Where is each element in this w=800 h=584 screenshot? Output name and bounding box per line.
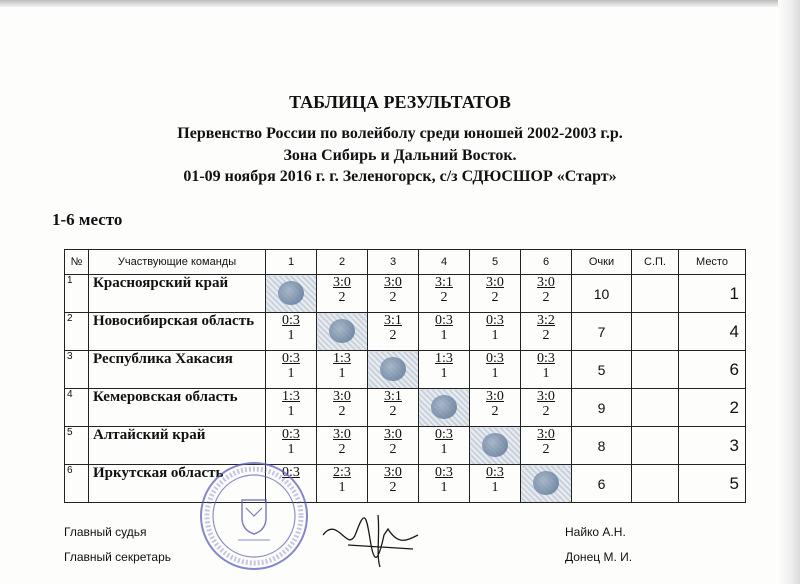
diagonal-cell — [266, 275, 317, 313]
chief-judge-name: Найко А.Н. — [565, 525, 626, 539]
match-score: 0:3 — [486, 313, 504, 328]
match-points: 2 — [389, 442, 397, 457]
subtitle-championship: Первенство России по волейболу среди юношей 2002-2003 г.р. — [177, 125, 623, 142]
table-row — [65, 465, 746, 503]
match-score: 3:0 — [486, 389, 504, 404]
match-cell — [266, 351, 317, 389]
table-row — [65, 427, 746, 465]
set-ratio — [632, 389, 679, 427]
match-score: 3:0 — [537, 389, 555, 404]
match-cell — [419, 465, 470, 503]
team-name: Кемеровская область — [89, 389, 266, 427]
header-cell: 6 — [521, 250, 572, 275]
match-cell — [266, 313, 317, 351]
match-score: 3:0 — [384, 275, 402, 290]
match-score: 1:3 — [282, 389, 300, 404]
total-points: 9 — [572, 389, 632, 427]
match-points: 2 — [389, 480, 397, 495]
match-cell — [419, 427, 470, 465]
match-score: 0:3 — [435, 465, 453, 480]
match-score: 3:0 — [384, 465, 402, 480]
match-points: 2 — [389, 328, 397, 343]
match-cell — [419, 275, 470, 313]
match-score: 0:3 — [282, 427, 300, 442]
final-place: 6 — [679, 351, 746, 389]
row-number: 2 — [65, 313, 89, 351]
match-points: 1 — [338, 366, 346, 381]
match-points: 2 — [389, 290, 397, 305]
match-cell — [470, 351, 521, 389]
total-points: 5 — [572, 351, 632, 389]
match-points: 1 — [287, 328, 295, 343]
match-points: 2 — [491, 290, 499, 305]
team-name: Республика Хакасия — [89, 351, 266, 389]
match-score: 0:3 — [435, 427, 453, 442]
match-points: 1 — [440, 366, 448, 381]
row-number: 4 — [65, 389, 89, 427]
match-points: 1 — [287, 442, 295, 457]
match-cell — [419, 351, 470, 389]
match-points: 1 — [287, 366, 295, 381]
match-score: 0:3 — [486, 465, 504, 480]
subtitle-date-place: 01-09 ноября 2016 г. г. Зеленогорск, с/з СДЮСШОР «Старт» — [183, 168, 617, 185]
final-place: 1 — [679, 275, 746, 313]
header-cell: 1 — [266, 250, 317, 275]
team-name: Красноярский край — [89, 275, 266, 313]
set-ratio — [632, 465, 679, 503]
row-number: 5 — [65, 427, 89, 465]
match-score: 3:0 — [333, 275, 351, 290]
final-place: 3 — [679, 427, 746, 465]
header-cell: 4 — [419, 250, 470, 275]
match-score: 3:0 — [486, 275, 504, 290]
match-points: 1 — [491, 328, 499, 343]
row-number: 6 — [65, 465, 89, 503]
match-score: 2:3 — [333, 465, 351, 480]
match-score: 3:1 — [384, 389, 402, 404]
set-ratio — [632, 427, 679, 465]
match-points: 1 — [338, 480, 346, 495]
set-ratio — [632, 313, 679, 351]
match-score: 3:0 — [384, 427, 402, 442]
match-cell — [368, 389, 419, 427]
match-score: 0:3 — [537, 351, 555, 366]
header-cell: Место — [679, 250, 746, 275]
match-score: 3:2 — [537, 313, 555, 328]
table-row — [65, 351, 746, 389]
header-row — [65, 250, 746, 275]
match-score: 0:3 — [486, 351, 504, 366]
match-cell — [266, 465, 317, 503]
set-ratio — [632, 351, 679, 389]
match-points: 2 — [542, 290, 550, 305]
header-cell: 3 — [368, 250, 419, 275]
match-score: 3:0 — [537, 427, 555, 442]
match-score: 3:0 — [333, 389, 351, 404]
match-points: 1 — [491, 366, 499, 381]
handwritten-signature — [318, 505, 433, 571]
header-cell: № — [65, 250, 89, 275]
match-score: 1:3 — [333, 351, 351, 366]
match-cell — [266, 427, 317, 465]
match-points: 2 — [542, 404, 550, 419]
match-points: 1 — [440, 480, 448, 495]
match-points: 2 — [542, 328, 550, 343]
match-cell — [317, 427, 368, 465]
match-cell — [266, 389, 317, 427]
header-cell: Участвующие команды — [89, 250, 266, 275]
chief-judge-label: Главный судья — [64, 525, 147, 539]
match-cell — [521, 275, 572, 313]
match-cell — [521, 313, 572, 351]
match-cell — [470, 313, 521, 351]
table-row — [65, 275, 746, 313]
row-number: 1 — [65, 275, 89, 313]
match-cell — [470, 465, 521, 503]
match-score: 3:0 — [333, 427, 351, 442]
match-cell — [368, 275, 419, 313]
match-points: 2 — [440, 290, 448, 305]
match-points: 1 — [440, 328, 448, 343]
match-points: 1 — [287, 404, 295, 419]
match-score: 1:3 — [435, 351, 453, 366]
match-points: 1 — [542, 366, 550, 381]
section-heading: 1-6 место — [52, 210, 123, 229]
match-cell — [521, 351, 572, 389]
match-cell — [470, 275, 521, 313]
match-score: 0:3 — [435, 313, 453, 328]
subtitle-zone: Зона Сибирь и Дальний Восток. — [283, 147, 517, 164]
diagonal-cell — [521, 465, 572, 503]
match-cell — [470, 389, 521, 427]
final-place: 2 — [679, 389, 746, 427]
final-place: 5 — [679, 465, 746, 503]
match-points: 2 — [389, 404, 397, 419]
total-points: 7 — [572, 313, 632, 351]
header-cell: Очки — [572, 250, 632, 275]
total-points: 6 — [572, 465, 632, 503]
match-score: 0:3 — [282, 351, 300, 366]
team-name: Иркутская область — [89, 465, 266, 503]
diagonal-cell — [470, 427, 521, 465]
match-score: 3:0 — [537, 275, 555, 290]
diagonal-cell — [368, 351, 419, 389]
match-score: 3:1 — [384, 313, 402, 328]
chief-secretary-label: Главный секретарь — [64, 550, 171, 564]
match-points: 1 — [440, 442, 448, 457]
row-number: 3 — [65, 351, 89, 389]
match-points: 2 — [338, 290, 346, 305]
match-cell — [317, 389, 368, 427]
match-score: 0:3 — [282, 313, 300, 328]
chief-secretary-name: Донец М. И. — [565, 550, 633, 564]
match-score: 0:3 — [282, 465, 300, 480]
page-title: ТАБЛИЦА РЕЗУЛЬТАТОВ — [289, 92, 511, 112]
match-points: 2 — [491, 404, 499, 419]
scan-edge-right — [778, 0, 800, 584]
match-cell — [521, 389, 572, 427]
match-points: 2 — [338, 404, 346, 419]
header-cell: С.П. — [632, 250, 679, 275]
table-row — [65, 313, 746, 351]
match-score: 3:1 — [435, 275, 453, 290]
match-points: 2 — [338, 442, 346, 457]
match-cell — [317, 465, 368, 503]
match-points: 1 — [491, 480, 499, 495]
scan-edge-top — [0, 0, 800, 7]
match-cell — [317, 351, 368, 389]
match-cell — [317, 275, 368, 313]
header-cell: 2 — [317, 250, 368, 275]
total-points: 8 — [572, 427, 632, 465]
header-cell: 5 — [470, 250, 521, 275]
results-table — [64, 249, 746, 503]
team-name: Новосибирская область — [89, 313, 266, 351]
match-cell — [419, 313, 470, 351]
match-cell — [368, 313, 419, 351]
table-row — [65, 389, 746, 427]
set-ratio — [632, 275, 679, 313]
match-points: 2 — [542, 442, 550, 457]
final-place: 4 — [679, 313, 746, 351]
diagonal-cell — [317, 313, 368, 351]
match-cell — [368, 465, 419, 503]
diagonal-cell — [419, 389, 470, 427]
match-cell — [521, 427, 572, 465]
team-name: Алтайский край — [89, 427, 266, 465]
total-points: 10 — [572, 275, 632, 313]
match-cell — [368, 427, 419, 465]
